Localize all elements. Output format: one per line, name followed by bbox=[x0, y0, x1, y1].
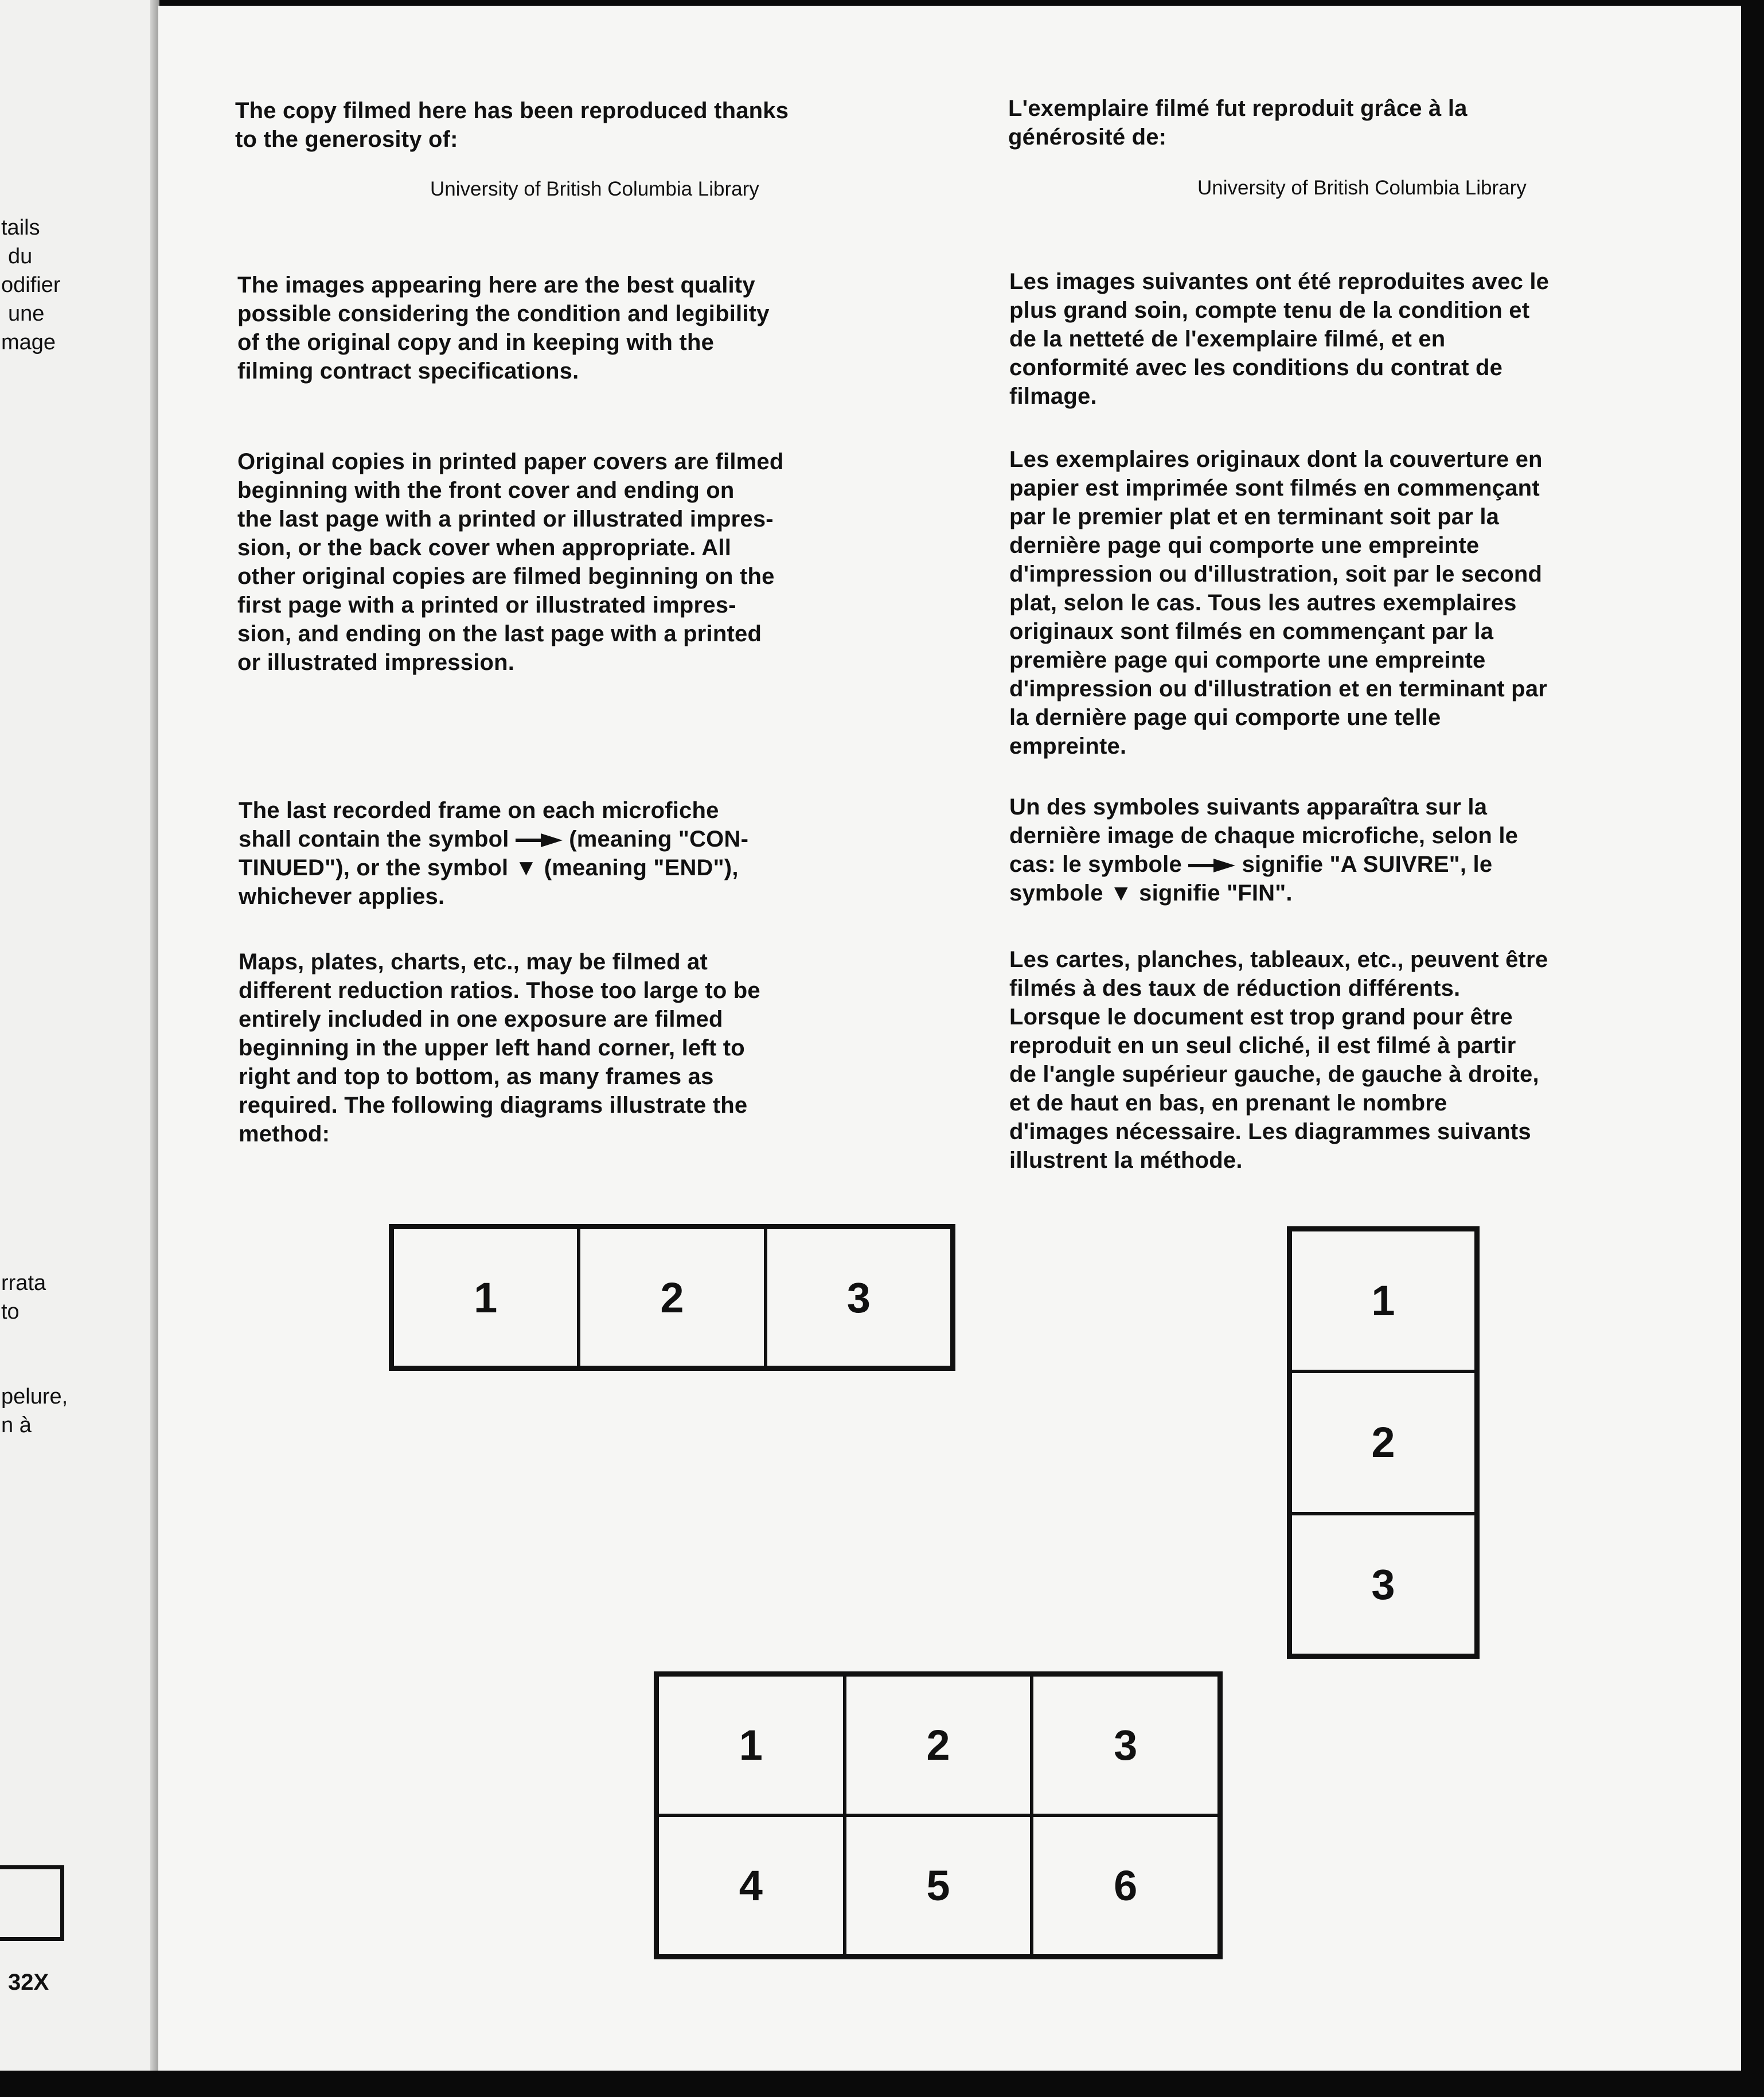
fr-maps-line: Les cartes, planches, tableaux, etc., peuvent être bbox=[1009, 947, 1548, 972]
en-originals-line: other original copies are filmed beginning on the bbox=[237, 564, 775, 589]
fr-originals-line: d'impression ou d'illustration et en terminant par bbox=[1009, 676, 1548, 701]
fr-symbols-line: dernière image de chaque microfiche, selon le bbox=[1009, 823, 1519, 848]
fr-originals-line: la dernière page qui comporte une telle bbox=[1009, 705, 1441, 730]
en-symbols-line bbox=[239, 825, 748, 853]
en-quality-line: The images appearing here are the best quality bbox=[237, 272, 755, 298]
fr-originals-line: d'impression ou d'illustration, soit par le second bbox=[1009, 562, 1543, 587]
en-originals-line: the last page with a printed or illustrated impres- bbox=[237, 506, 774, 532]
en-originals-line: sion, or the back cover when appropriate. All bbox=[237, 535, 732, 560]
en-symbols-text: shall contain the symbol bbox=[239, 827, 509, 852]
en-originals-line: Original copies in printed paper covers are filmed bbox=[237, 449, 784, 474]
strip-fragment: une bbox=[8, 302, 45, 326]
frame-cell: 5 bbox=[845, 1815, 1032, 1956]
fr-originals-line: papier est imprimée sont filmés en commençant bbox=[1009, 475, 1540, 501]
fr-symbols-line bbox=[1009, 850, 1492, 879]
fr-library-name: University of British Columbia Library bbox=[1197, 177, 1527, 199]
en-originals-line: sion, and ending on the last page with a printed bbox=[237, 621, 762, 646]
frame-cell: 1 bbox=[1290, 1230, 1476, 1371]
en-symbols-line bbox=[239, 853, 739, 882]
frame-cell: 3 bbox=[1290, 1514, 1476, 1655]
en-maps-line: entirely included in one exposure are filmed bbox=[239, 1007, 723, 1032]
fr-maps-line: reproduit en un seul cliché, il est filmé à partir bbox=[1009, 1033, 1516, 1058]
strip-fragment: du bbox=[8, 244, 33, 268]
frame-cell: 1 bbox=[657, 1675, 845, 1815]
fr-symbols-text: cas: le symbole bbox=[1009, 852, 1182, 877]
en-quality-line: possible considering the condition and legibility bbox=[237, 301, 770, 326]
down-triangle-icon: ▼ bbox=[514, 855, 538, 880]
right-arrow-icon bbox=[1188, 858, 1235, 873]
en-maps-line: required. The following diagrams illustrate the bbox=[239, 1093, 748, 1118]
fr-quality-line: Les images suivantes ont été reproduites avec le bbox=[1009, 269, 1550, 294]
fr-intro-line: L'exemplaire filmé fut reproduit grâce à la bbox=[1008, 96, 1468, 121]
fr-maps-line: illustrent la méthode. bbox=[1009, 1148, 1243, 1173]
fr-quality-line: conformité avec les conditions du contrat de bbox=[1009, 355, 1503, 380]
en-originals-line: or illustrated impression. bbox=[237, 650, 515, 675]
reduction-ratio-label: 32X bbox=[8, 1970, 49, 1995]
fr-maps-line: de l'angle supérieur gauche, de gauche à droite, bbox=[1009, 1062, 1539, 1087]
grid-frames-diagram bbox=[654, 1671, 1223, 1959]
en-maps-line: method: bbox=[239, 1121, 330, 1147]
en-maps-line: Maps, plates, charts, etc., may be filmed at bbox=[239, 949, 708, 975]
en-intro-line: The copy filmed here has been reproduced thanks bbox=[235, 98, 789, 123]
strip-fragment: mage bbox=[1, 330, 56, 354]
strip-fragment: to bbox=[1, 1300, 19, 1324]
fr-symbols-text: signifie "FIN". bbox=[1139, 880, 1293, 906]
fr-symbols-line: Un des symboles suivants apparaîtra sur la bbox=[1009, 794, 1488, 820]
fr-symbols-line bbox=[1009, 879, 1293, 907]
en-symbols-text: TINUED"), or the symbol bbox=[239, 855, 509, 880]
en-originals-line: first page with a printed or illustrated impres- bbox=[237, 593, 736, 618]
en-quality-line: of the original copy and in keeping with the bbox=[237, 330, 715, 355]
fr-maps-line: Lorsque le document est trop grand pour être bbox=[1009, 1004, 1513, 1030]
fr-quality-line: filmage. bbox=[1009, 384, 1097, 409]
frame-cell: 2 bbox=[845, 1675, 1032, 1815]
en-quality-line: filming contract specifications. bbox=[237, 358, 579, 384]
en-symbols-text: (meaning "CON- bbox=[569, 827, 749, 852]
frame-cell: 4 bbox=[657, 1815, 845, 1956]
vertical-frames-diagram bbox=[1287, 1226, 1480, 1659]
strip-fragment: n à bbox=[1, 1413, 32, 1437]
strip-fragment: odifier bbox=[1, 273, 61, 297]
fr-maps-line: d'images nécessaire. Les diagrammes suivants bbox=[1009, 1119, 1531, 1144]
strip-fragment: rrata bbox=[1, 1271, 46, 1295]
frame-cell: 6 bbox=[1032, 1815, 1219, 1956]
fr-originals-line: Les exemplaires originaux dont la couverture en bbox=[1009, 447, 1543, 472]
en-library-name: University of British Columbia Library bbox=[430, 178, 759, 200]
en-maps-line: right and top to bottom, as many frames as bbox=[239, 1064, 714, 1089]
fr-originals-line: première page qui comporte une empreinte bbox=[1009, 648, 1486, 673]
fr-originals-line: empreinte. bbox=[1009, 734, 1127, 759]
fr-originals-line: dernière page qui comporte une empreinte bbox=[1009, 533, 1480, 558]
frame-cell: 3 bbox=[1032, 1675, 1219, 1815]
en-symbols-text: (meaning "END"), bbox=[544, 855, 739, 880]
strip-fragment: tails bbox=[1, 216, 40, 240]
bottom-edge-border bbox=[0, 2071, 1764, 2097]
fr-symbols-text: symbole bbox=[1009, 880, 1103, 906]
en-symbols-line: The last recorded frame on each microfiche bbox=[239, 798, 719, 823]
frame-cell: 1 bbox=[392, 1227, 579, 1367]
down-triangle-icon: ▼ bbox=[1110, 880, 1133, 906]
right-arrow-icon bbox=[516, 833, 563, 848]
fr-originals-line: plat, selon le cas. Tous les autres exemplaires bbox=[1009, 590, 1517, 615]
fr-intro-line: générosité de: bbox=[1008, 124, 1167, 150]
fr-maps-line: filmés à des taux de réduction différents. bbox=[1009, 976, 1461, 1001]
en-maps-line: different reduction ratios. Those too large to be bbox=[239, 978, 760, 1003]
fr-maps-line: et de haut en bas, en prenant le nombre bbox=[1009, 1090, 1447, 1116]
frame-cell: 2 bbox=[579, 1227, 765, 1367]
fr-quality-line: plus grand soin, compte tenu de la condition et bbox=[1009, 298, 1530, 323]
horizontal-frames-diagram bbox=[389, 1224, 955, 1371]
fr-originals-line: originaux sont filmés en commençant par la bbox=[1009, 619, 1494, 644]
en-originals-line: beginning with the front cover and ending on bbox=[237, 478, 735, 503]
strip-fragment: pelure, bbox=[1, 1385, 68, 1409]
fr-originals-line: par le premier plat et en terminant soit par la bbox=[1009, 504, 1500, 529]
reduction-target-box bbox=[0, 1865, 64, 1941]
en-intro-line: to the generosity of: bbox=[235, 127, 458, 152]
right-edge-border bbox=[1741, 0, 1764, 2097]
en-maps-line: beginning in the upper left hand corner, left to bbox=[239, 1035, 745, 1061]
frame-cell: 3 bbox=[766, 1227, 952, 1367]
en-symbols-line: whichever applies. bbox=[239, 884, 445, 909]
frame-cell: 2 bbox=[1290, 1371, 1476, 1513]
fr-quality-line: de la netteté de l'exemplaire filmé, et en bbox=[1009, 326, 1446, 352]
fr-symbols-text: signifie "A SUIVRE", le bbox=[1242, 852, 1493, 877]
